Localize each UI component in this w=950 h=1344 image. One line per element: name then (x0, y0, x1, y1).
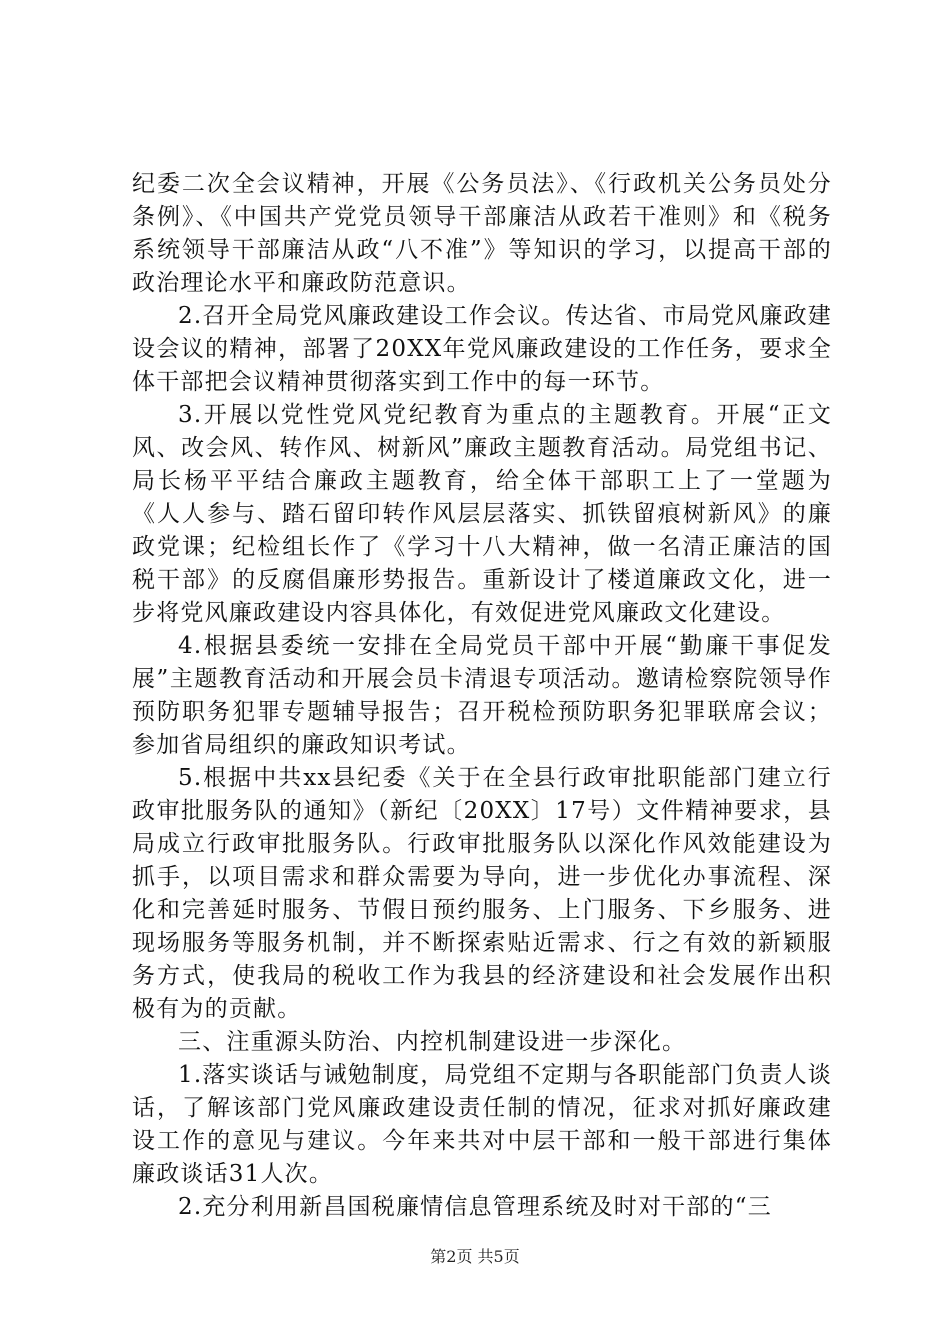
section-heading-three: 三、注重源头防治、内控机制建设进一步深化。 (178, 1029, 687, 1055)
paragraph-continuation: 纪委二次全会议精神，开展《公务员法》、《行政机关公务员处分条例》、《中国共产党党员领导干部廉洁从政若干准则》和《税务系统领导干部廉洁从政“八不准”》等知识的学习，以提高干部的政治理论水平和廉政防范意识。 (132, 171, 832, 296)
paragraph-item-3: 3.开展以党性党风党纪教育为重点的主题教育。开展“正文风、改会风、转作风、树新风”廉政主题教育活动。局党组书记、局长杨平平结合廉政主题教育，给全体干部职工上了一堂题为《人人参与、踏石留印转作风层层落实、抓铁留痕树新风》的廉政党课；纪检组长作了《学习十八大精神，做一名清正廉洁的国税干部》的反腐倡廉形势报告。重新设计了楼道廉政文化，进一步将党风廉政建设内容具体化，有效促进党风廉政文化建设。 (132, 402, 832, 626)
paragraph-subitem-2: 2.充分利用新昌国税廉情信息管理系统及时对干部的“三 (178, 1194, 772, 1220)
paragraph-item-2: 2.召开全局党风廉政建设工作会议。传达省、市局党风廉政建设会议的精神，部署了20XX年党风廉政建设的工作任务，要求全体干部把会议精神贯彻落实到工作中的每一环节。 (132, 303, 832, 395)
paragraph-subitem-1: 1.落实谈话与诫勉制度，局党组不定期与各职能部门负责人谈话，了解该部门党风廉政建设责任制的情况，征求对抓好廉政建设工作的意见与建议。今年来共对中层干部和一般干部进行集体廉政谈话31人次。 (132, 1062, 832, 1187)
page-footer (0, 1247, 950, 1267)
paragraph-item-4: 4.根据县委统一安排在全局党员干部中开展“勤廉干事促发展”主题教育活动和开展会员卡清退专项活动。邀请检察院领导作预防职务犯罪专题辅导报告；召开税检预防职务犯罪联席会议；参加省局组织的廉政知识考试。 (132, 633, 832, 758)
document-body (132, 168, 832, 1224)
page-number-label: 第2页 共5页 (430, 1247, 520, 1266)
paragraph-item-5: 5.根据中共xx县纪委《关于在全县行政审批职能部门建立行政审批服务队的通知》（新纪〔20XX〕17号）文件精神要求，县局成立行政审批服务队。行政审批服务队以深化作风效能建设为抓手，以项目需求和群众需要为导向，进一步优化办事流程、深化和完善延时服务、节假日预约服务、上门服务、下乡服务、进现场服务等服务机制，并不断探索贴近需求、行之有效的新颖服务方式，使我局的税收工作为我县的经济建设和社会发展作出积极有为的贡献。 (132, 765, 832, 1022)
